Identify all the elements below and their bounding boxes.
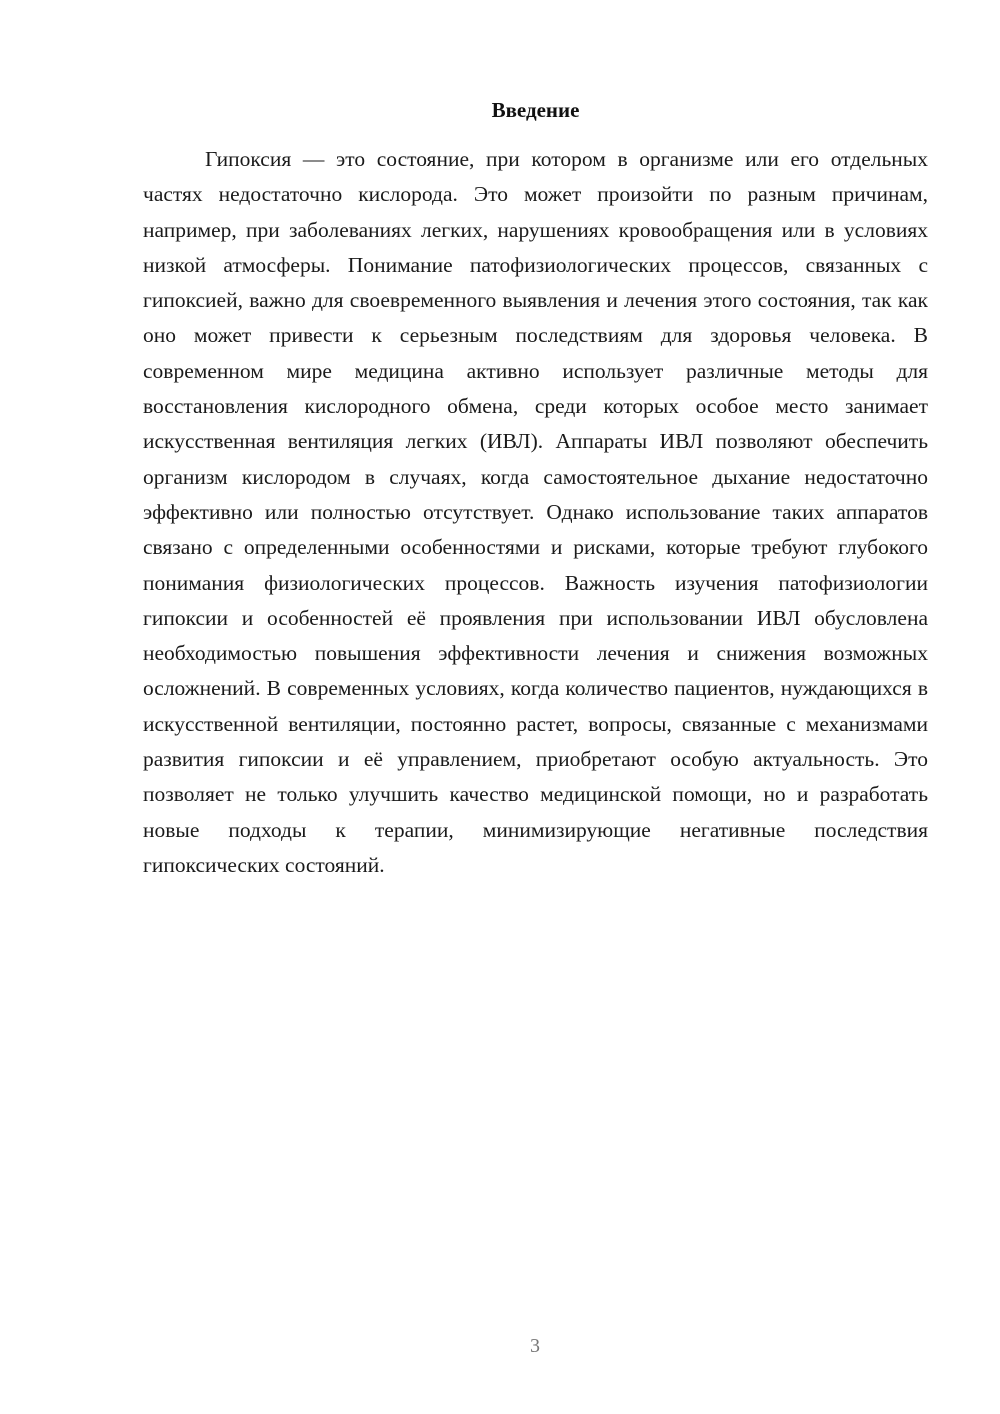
page-number: 3 — [530, 1335, 540, 1357]
body-paragraph: Гипоксия — это состояние, при котором в организме или его отдельных частях недостаточно кислорода. Это может произойти по разным причинам, например, при заболеваниях легких, нарушениях кровообращения или в условиях низкой атмосферы. Понимание патофизиологических процессов, связанных с гипоксией, важно для своевременного выявления и лечения этого состояния, так как оно может привести к серьезным последствиям для здоровья человека. В современном мире медицина активно использует различные методы для восстановления кислородного обмена, среди которых особое место занимает искусственная вентиляция легких (ИВЛ). Аппараты ИВЛ позволяют обеспечить организм кислородом в случаях, когда самостоятельное дыхание недостаточно эффективно или полностью отсутствует. Однако использование таких аппаратов связано с определенными особенностями и рисками, которые требуют глубокого понимания физиологических процессов. Важность изучения патофизиологии гипоксии и особенностей её проявления при использовании ИВЛ обусловлена необходимостью повышения эффективности лечения и снижения возможных осложнений. В современных условиях, когда количество пациентов, нуждающихся в искусственной вентиляции, постоянно растет, вопросы, связанные с механизмами развития гипоксии и её управлением, приобретают особую актуальность. Это позволяет не только улучшить качество медицинской помощи, но и разработать новые подходы к терапии, минимизирующие негативные последствия гипоксических состояний. — [143, 147, 928, 877]
section-heading: Введение — [491, 98, 580, 122]
